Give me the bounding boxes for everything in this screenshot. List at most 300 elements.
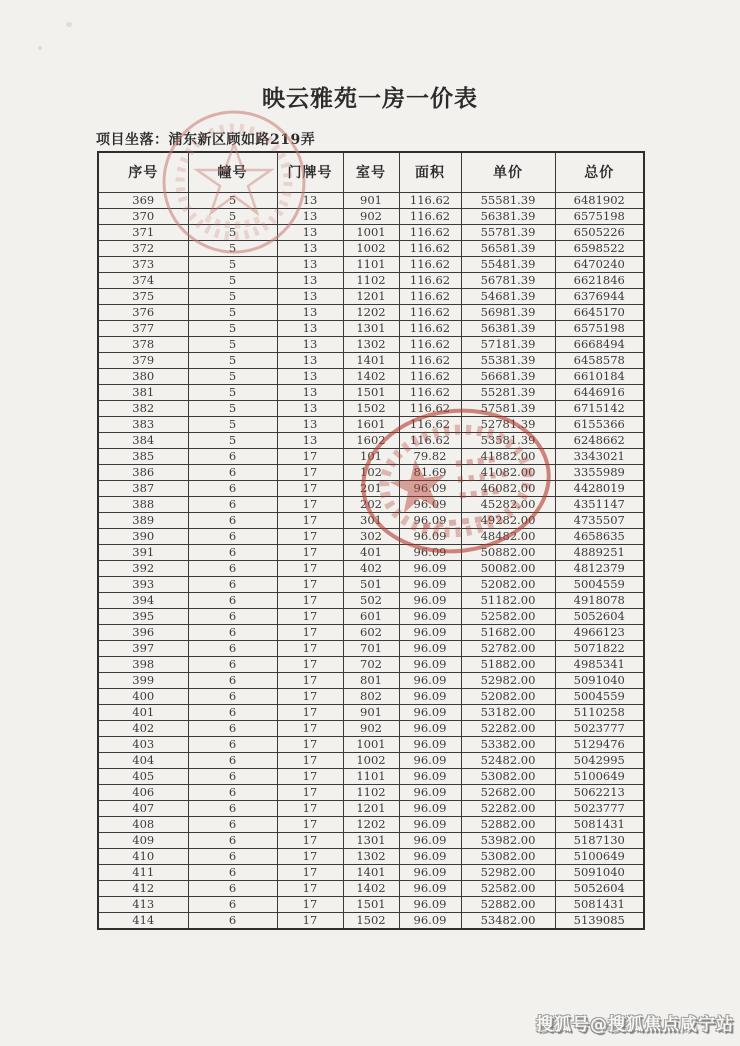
table-cell: 1402 bbox=[343, 880, 399, 896]
table-cell: 55581.39 bbox=[461, 192, 555, 208]
table-row bbox=[98, 544, 644, 560]
table-cell: 6 bbox=[188, 752, 277, 768]
table-cell: 802 bbox=[343, 688, 399, 704]
table-cell: 5 bbox=[188, 400, 277, 416]
table-cell: 96.09 bbox=[399, 528, 461, 544]
table-row bbox=[98, 624, 644, 640]
table-cell: 96.09 bbox=[399, 800, 461, 816]
table-row bbox=[98, 720, 644, 736]
table-cell: 6 bbox=[188, 816, 277, 832]
table-cell: 17 bbox=[277, 560, 343, 576]
table-cell: 17 bbox=[277, 656, 343, 672]
table-row bbox=[98, 288, 644, 304]
table-cell: 52582.00 bbox=[461, 608, 555, 624]
table-cell: 4966123 bbox=[555, 624, 644, 640]
table-cell: 49282.00 bbox=[461, 512, 555, 528]
table-cell: 116.62 bbox=[399, 416, 461, 432]
table-cell: 1201 bbox=[343, 800, 399, 816]
table-cell: 402 bbox=[98, 720, 188, 736]
table-cell: 55281.39 bbox=[461, 384, 555, 400]
column-header: 单价 bbox=[461, 152, 555, 192]
table-row bbox=[98, 464, 644, 480]
table-cell: 96.09 bbox=[399, 592, 461, 608]
table-cell: 96.09 bbox=[399, 496, 461, 512]
table-cell: 1501 bbox=[343, 896, 399, 912]
table-row bbox=[98, 384, 644, 400]
table-cell: 902 bbox=[343, 208, 399, 224]
table-row bbox=[98, 848, 644, 864]
table-cell: 1502 bbox=[343, 912, 399, 929]
table-cell: 13 bbox=[277, 352, 343, 368]
table-cell: 53182.00 bbox=[461, 704, 555, 720]
table-cell: 381 bbox=[98, 384, 188, 400]
table-cell: 395 bbox=[98, 608, 188, 624]
table-cell: 1402 bbox=[343, 368, 399, 384]
table-cell: 116.62 bbox=[399, 272, 461, 288]
table-cell: 6575198 bbox=[555, 320, 644, 336]
table-cell: 116.62 bbox=[399, 192, 461, 208]
table-cell: 4658635 bbox=[555, 528, 644, 544]
table-cell: 388 bbox=[98, 496, 188, 512]
table-row bbox=[98, 448, 644, 464]
table-cell: 502 bbox=[343, 592, 399, 608]
table-row bbox=[98, 192, 644, 208]
table-cell: 6 bbox=[188, 512, 277, 528]
price-table-body bbox=[98, 192, 644, 929]
table-cell: 6155366 bbox=[555, 416, 644, 432]
table-cell: 383 bbox=[98, 416, 188, 432]
table-cell: 5100649 bbox=[555, 848, 644, 864]
table-row bbox=[98, 864, 644, 880]
table-cell: 6 bbox=[188, 608, 277, 624]
table-cell: 1102 bbox=[343, 272, 399, 288]
table-cell: 6 bbox=[188, 480, 277, 496]
table-cell: 1602 bbox=[343, 432, 399, 448]
table-cell: 373 bbox=[98, 256, 188, 272]
table-cell: 1201 bbox=[343, 288, 399, 304]
table-cell: 301 bbox=[343, 512, 399, 528]
table-cell: 116.62 bbox=[399, 336, 461, 352]
table-row bbox=[98, 368, 644, 384]
table-cell: 116.62 bbox=[399, 224, 461, 240]
table-cell: 17 bbox=[277, 784, 343, 800]
table-cell: 386 bbox=[98, 464, 188, 480]
table-cell: 5023777 bbox=[555, 720, 644, 736]
column-header: 序号 bbox=[98, 152, 188, 192]
page-title: 映云雅苑一房一价表 bbox=[262, 85, 478, 112]
table-row bbox=[98, 320, 644, 336]
table-cell: 96.09 bbox=[399, 720, 461, 736]
table-cell: 53482.00 bbox=[461, 912, 555, 929]
table-cell: 17 bbox=[277, 688, 343, 704]
table-row bbox=[98, 608, 644, 624]
table-cell: 116.62 bbox=[399, 384, 461, 400]
table-cell: 4918078 bbox=[555, 592, 644, 608]
table-cell: 201 bbox=[343, 480, 399, 496]
table-cell: 6 bbox=[188, 544, 277, 560]
table-cell: 5004559 bbox=[555, 688, 644, 704]
table-cell: 5 bbox=[188, 288, 277, 304]
table-cell: 377 bbox=[98, 320, 188, 336]
table-cell: 6376944 bbox=[555, 288, 644, 304]
table-cell: 17 bbox=[277, 880, 343, 896]
table-cell: 17 bbox=[277, 528, 343, 544]
table-cell: 17 bbox=[277, 640, 343, 656]
table-cell: 56581.39 bbox=[461, 240, 555, 256]
table-cell: 17 bbox=[277, 752, 343, 768]
table-cell: 116.62 bbox=[399, 432, 461, 448]
table-cell: 96.09 bbox=[399, 560, 461, 576]
table-cell: 6 bbox=[188, 848, 277, 864]
table-row bbox=[98, 224, 644, 240]
table-cell: 57181.39 bbox=[461, 336, 555, 352]
table-cell: 52982.00 bbox=[461, 672, 555, 688]
table-cell: 405 bbox=[98, 768, 188, 784]
table-cell: 52782.00 bbox=[461, 640, 555, 656]
table-cell: 5110258 bbox=[555, 704, 644, 720]
table-cell: 52582.00 bbox=[461, 880, 555, 896]
table-cell: 379 bbox=[98, 352, 188, 368]
table-cell: 51682.00 bbox=[461, 624, 555, 640]
table-row bbox=[98, 656, 644, 672]
table-cell: 96.09 bbox=[399, 752, 461, 768]
table-cell: 101 bbox=[343, 448, 399, 464]
table-cell: 13 bbox=[277, 224, 343, 240]
table-cell: 5081431 bbox=[555, 896, 644, 912]
table-cell: 55381.39 bbox=[461, 352, 555, 368]
table-cell: 116.62 bbox=[399, 208, 461, 224]
table-cell: 56981.39 bbox=[461, 304, 555, 320]
table-cell: 96.09 bbox=[399, 688, 461, 704]
table-cell: 6248662 bbox=[555, 432, 644, 448]
project-location-label: 项目坐落：浦东新区顾如路219弄 bbox=[96, 132, 316, 148]
table-cell: 407 bbox=[98, 800, 188, 816]
table-cell: 96.09 bbox=[399, 912, 461, 929]
table-cell: 5 bbox=[188, 336, 277, 352]
column-header: 面积 bbox=[399, 152, 461, 192]
table-cell: 52082.00 bbox=[461, 576, 555, 592]
table-cell: 1002 bbox=[343, 752, 399, 768]
table-cell: 302 bbox=[343, 528, 399, 544]
table-cell: 17 bbox=[277, 464, 343, 480]
table-cell: 13 bbox=[277, 256, 343, 272]
table-cell: 79.82 bbox=[399, 448, 461, 464]
table-cell: 17 bbox=[277, 912, 343, 929]
table-cell: 6 bbox=[188, 896, 277, 912]
table-cell: 380 bbox=[98, 368, 188, 384]
table-cell: 5062213 bbox=[555, 784, 644, 800]
table-cell: 5 bbox=[188, 416, 277, 432]
table-cell: 410 bbox=[98, 848, 188, 864]
table-cell: 48482.00 bbox=[461, 528, 555, 544]
table-cell: 81.69 bbox=[399, 464, 461, 480]
table-cell: 17 bbox=[277, 816, 343, 832]
table-cell: 96.09 bbox=[399, 832, 461, 848]
table-cell: 56381.39 bbox=[461, 320, 555, 336]
table-row bbox=[98, 752, 644, 768]
table-cell: 408 bbox=[98, 816, 188, 832]
table-cell: 6598522 bbox=[555, 240, 644, 256]
table-cell: 6610184 bbox=[555, 368, 644, 384]
table-cell: 399 bbox=[98, 672, 188, 688]
table-cell: 13 bbox=[277, 368, 343, 384]
table-cell: 6470240 bbox=[555, 256, 644, 272]
scan-speck bbox=[66, 22, 72, 27]
table-cell: 17 bbox=[277, 448, 343, 464]
table-cell: 5 bbox=[188, 320, 277, 336]
table-cell: 17 bbox=[277, 576, 343, 592]
table-cell: 5023777 bbox=[555, 800, 644, 816]
table-cell: 1301 bbox=[343, 320, 399, 336]
table-cell: 17 bbox=[277, 768, 343, 784]
table-cell: 1301 bbox=[343, 832, 399, 848]
table-cell: 387 bbox=[98, 480, 188, 496]
table-cell: 382 bbox=[98, 400, 188, 416]
table-cell: 6 bbox=[188, 688, 277, 704]
table-cell: 6 bbox=[188, 800, 277, 816]
table-cell: 17 bbox=[277, 496, 343, 512]
table-cell: 41882.00 bbox=[461, 448, 555, 464]
table-cell: 96.09 bbox=[399, 704, 461, 720]
table-cell: 13 bbox=[277, 192, 343, 208]
table-cell: 393 bbox=[98, 576, 188, 592]
table-cell: 6446916 bbox=[555, 384, 644, 400]
table-cell: 5 bbox=[188, 432, 277, 448]
column-header: 室号 bbox=[343, 152, 399, 192]
table-cell: 17 bbox=[277, 896, 343, 912]
table-cell: 5091040 bbox=[555, 864, 644, 880]
table-cell: 52982.00 bbox=[461, 864, 555, 880]
table-cell: 41082.00 bbox=[461, 464, 555, 480]
table-cell: 5129476 bbox=[555, 736, 644, 752]
table-cell: 411 bbox=[98, 864, 188, 880]
column-header: 门牌号 bbox=[277, 152, 343, 192]
table-cell: 96.09 bbox=[399, 512, 461, 528]
table-cell: 51182.00 bbox=[461, 592, 555, 608]
table-cell: 96.09 bbox=[399, 848, 461, 864]
table-cell: 1302 bbox=[343, 848, 399, 864]
table-row bbox=[98, 912, 644, 929]
table-cell: 6 bbox=[188, 464, 277, 480]
table-cell: 116.62 bbox=[399, 320, 461, 336]
table-cell: 6 bbox=[188, 560, 277, 576]
table-cell: 96.09 bbox=[399, 672, 461, 688]
table-cell: 369 bbox=[98, 192, 188, 208]
header-row bbox=[98, 152, 644, 192]
table-cell: 96.09 bbox=[399, 864, 461, 880]
table-cell: 96.09 bbox=[399, 768, 461, 784]
table-cell: 96.09 bbox=[399, 736, 461, 752]
table-cell: 401 bbox=[98, 704, 188, 720]
table-cell: 17 bbox=[277, 672, 343, 688]
table-cell: 6 bbox=[188, 640, 277, 656]
table-cell: 52282.00 bbox=[461, 800, 555, 816]
table-cell: 6 bbox=[188, 864, 277, 880]
table-row bbox=[98, 272, 644, 288]
table-cell: 6 bbox=[188, 912, 277, 929]
table-row bbox=[98, 816, 644, 832]
table-cell: 17 bbox=[277, 480, 343, 496]
table-cell: 6 bbox=[188, 768, 277, 784]
table-row bbox=[98, 560, 644, 576]
table-cell: 378 bbox=[98, 336, 188, 352]
table-row bbox=[98, 256, 644, 272]
table-cell: 52282.00 bbox=[461, 720, 555, 736]
table-cell: 5 bbox=[188, 240, 277, 256]
table-row bbox=[98, 688, 644, 704]
table-cell: 6 bbox=[188, 672, 277, 688]
table-cell: 55781.39 bbox=[461, 224, 555, 240]
table-cell: 5 bbox=[188, 384, 277, 400]
table-cell: 3355989 bbox=[555, 464, 644, 480]
table-cell: 17 bbox=[277, 800, 343, 816]
table-row bbox=[98, 528, 644, 544]
table-cell: 17 bbox=[277, 592, 343, 608]
table-row bbox=[98, 768, 644, 784]
table-cell: 13 bbox=[277, 400, 343, 416]
table-cell: 96.09 bbox=[399, 640, 461, 656]
table-cell: 401 bbox=[343, 544, 399, 560]
table-cell: 17 bbox=[277, 704, 343, 720]
table-cell: 801 bbox=[343, 672, 399, 688]
table-cell: 17 bbox=[277, 624, 343, 640]
table-cell: 52882.00 bbox=[461, 896, 555, 912]
table-cell: 56681.39 bbox=[461, 368, 555, 384]
table-row bbox=[98, 736, 644, 752]
table-cell: 5052604 bbox=[555, 880, 644, 896]
table-cell: 52482.00 bbox=[461, 752, 555, 768]
table-cell: 17 bbox=[277, 544, 343, 560]
table-cell: 13 bbox=[277, 416, 343, 432]
table-cell: 1001 bbox=[343, 736, 399, 752]
table-cell: 96.09 bbox=[399, 656, 461, 672]
table-cell: 56781.39 bbox=[461, 272, 555, 288]
table-cell: 116.62 bbox=[399, 304, 461, 320]
table-cell: 96.09 bbox=[399, 784, 461, 800]
table-row bbox=[98, 208, 644, 224]
table-row bbox=[98, 880, 644, 896]
table-cell: 6505226 bbox=[555, 224, 644, 240]
table-cell: 5071822 bbox=[555, 640, 644, 656]
table-cell: 6715142 bbox=[555, 400, 644, 416]
table-cell: 13 bbox=[277, 304, 343, 320]
table-cell: 5 bbox=[188, 224, 277, 240]
table-cell: 6 bbox=[188, 832, 277, 848]
table-cell: 13 bbox=[277, 432, 343, 448]
table-cell: 202 bbox=[343, 496, 399, 512]
table-cell: 17 bbox=[277, 720, 343, 736]
table-cell: 53982.00 bbox=[461, 832, 555, 848]
table-cell: 13 bbox=[277, 272, 343, 288]
table-cell: 1001 bbox=[343, 224, 399, 240]
table-cell: 602 bbox=[343, 624, 399, 640]
table-cell: 4812379 bbox=[555, 560, 644, 576]
table-cell: 6621846 bbox=[555, 272, 644, 288]
table-cell: 375 bbox=[98, 288, 188, 304]
table-cell: 96.09 bbox=[399, 480, 461, 496]
table-cell: 371 bbox=[98, 224, 188, 240]
table-cell: 701 bbox=[343, 640, 399, 656]
table-cell: 398 bbox=[98, 656, 188, 672]
table-row bbox=[98, 800, 644, 816]
table-cell: 5081431 bbox=[555, 816, 644, 832]
table-cell: 96.09 bbox=[399, 880, 461, 896]
table-cell: 394 bbox=[98, 592, 188, 608]
table-cell: 390 bbox=[98, 528, 188, 544]
table-cell: 6 bbox=[188, 592, 277, 608]
table-cell: 6 bbox=[188, 576, 277, 592]
table-cell: 6 bbox=[188, 704, 277, 720]
table-cell: 52882.00 bbox=[461, 816, 555, 832]
table-cell: 57581.39 bbox=[461, 400, 555, 416]
table-cell: 13 bbox=[277, 336, 343, 352]
table-cell: 6 bbox=[188, 784, 277, 800]
table-row bbox=[98, 896, 644, 912]
table-cell: 53382.00 bbox=[461, 736, 555, 752]
column-header: 总价 bbox=[555, 152, 644, 192]
table-cell: 4428019 bbox=[555, 480, 644, 496]
price-table bbox=[97, 151, 645, 930]
table-cell: 396 bbox=[98, 624, 188, 640]
table-cell: 6 bbox=[188, 496, 277, 512]
table-row bbox=[98, 240, 644, 256]
table-cell: 51882.00 bbox=[461, 656, 555, 672]
table-cell: 5187130 bbox=[555, 832, 644, 848]
table-cell: 1202 bbox=[343, 304, 399, 320]
table-cell: 1401 bbox=[343, 352, 399, 368]
table-cell: 397 bbox=[98, 640, 188, 656]
table-cell: 406 bbox=[98, 784, 188, 800]
table-cell: 4735507 bbox=[555, 512, 644, 528]
table-cell: 370 bbox=[98, 208, 188, 224]
table-cell: 13 bbox=[277, 208, 343, 224]
table-cell: 4985341 bbox=[555, 656, 644, 672]
table-row bbox=[98, 592, 644, 608]
table-row bbox=[98, 672, 644, 688]
table-cell: 96.09 bbox=[399, 576, 461, 592]
table-cell: 5139085 bbox=[555, 912, 644, 929]
table-cell: 901 bbox=[343, 704, 399, 720]
table-cell: 6575198 bbox=[555, 208, 644, 224]
table-cell: 5042995 bbox=[555, 752, 644, 768]
table-cell: 13 bbox=[277, 320, 343, 336]
table-cell: 403 bbox=[98, 736, 188, 752]
table-cell: 6458578 bbox=[555, 352, 644, 368]
price-table-head bbox=[98, 152, 644, 192]
table-row bbox=[98, 416, 644, 432]
table-cell: 6645170 bbox=[555, 304, 644, 320]
table-cell: 116.62 bbox=[399, 368, 461, 384]
table-cell: 6 bbox=[188, 880, 277, 896]
table-cell: 17 bbox=[277, 848, 343, 864]
table-cell: 53082.00 bbox=[461, 848, 555, 864]
table-cell: 96.09 bbox=[399, 608, 461, 624]
table-cell: 409 bbox=[98, 832, 188, 848]
table-cell: 1101 bbox=[343, 768, 399, 784]
table-cell: 384 bbox=[98, 432, 188, 448]
table-cell: 50882.00 bbox=[461, 544, 555, 560]
table-cell: 1501 bbox=[343, 384, 399, 400]
table-cell: 501 bbox=[343, 576, 399, 592]
table-cell: 902 bbox=[343, 720, 399, 736]
table-cell: 6668494 bbox=[555, 336, 644, 352]
table-cell: 5 bbox=[188, 352, 277, 368]
table-cell: 1401 bbox=[343, 864, 399, 880]
table-cell: 901 bbox=[343, 192, 399, 208]
table-row bbox=[98, 400, 644, 416]
table-cell: 404 bbox=[98, 752, 188, 768]
table-cell: 96.09 bbox=[399, 896, 461, 912]
